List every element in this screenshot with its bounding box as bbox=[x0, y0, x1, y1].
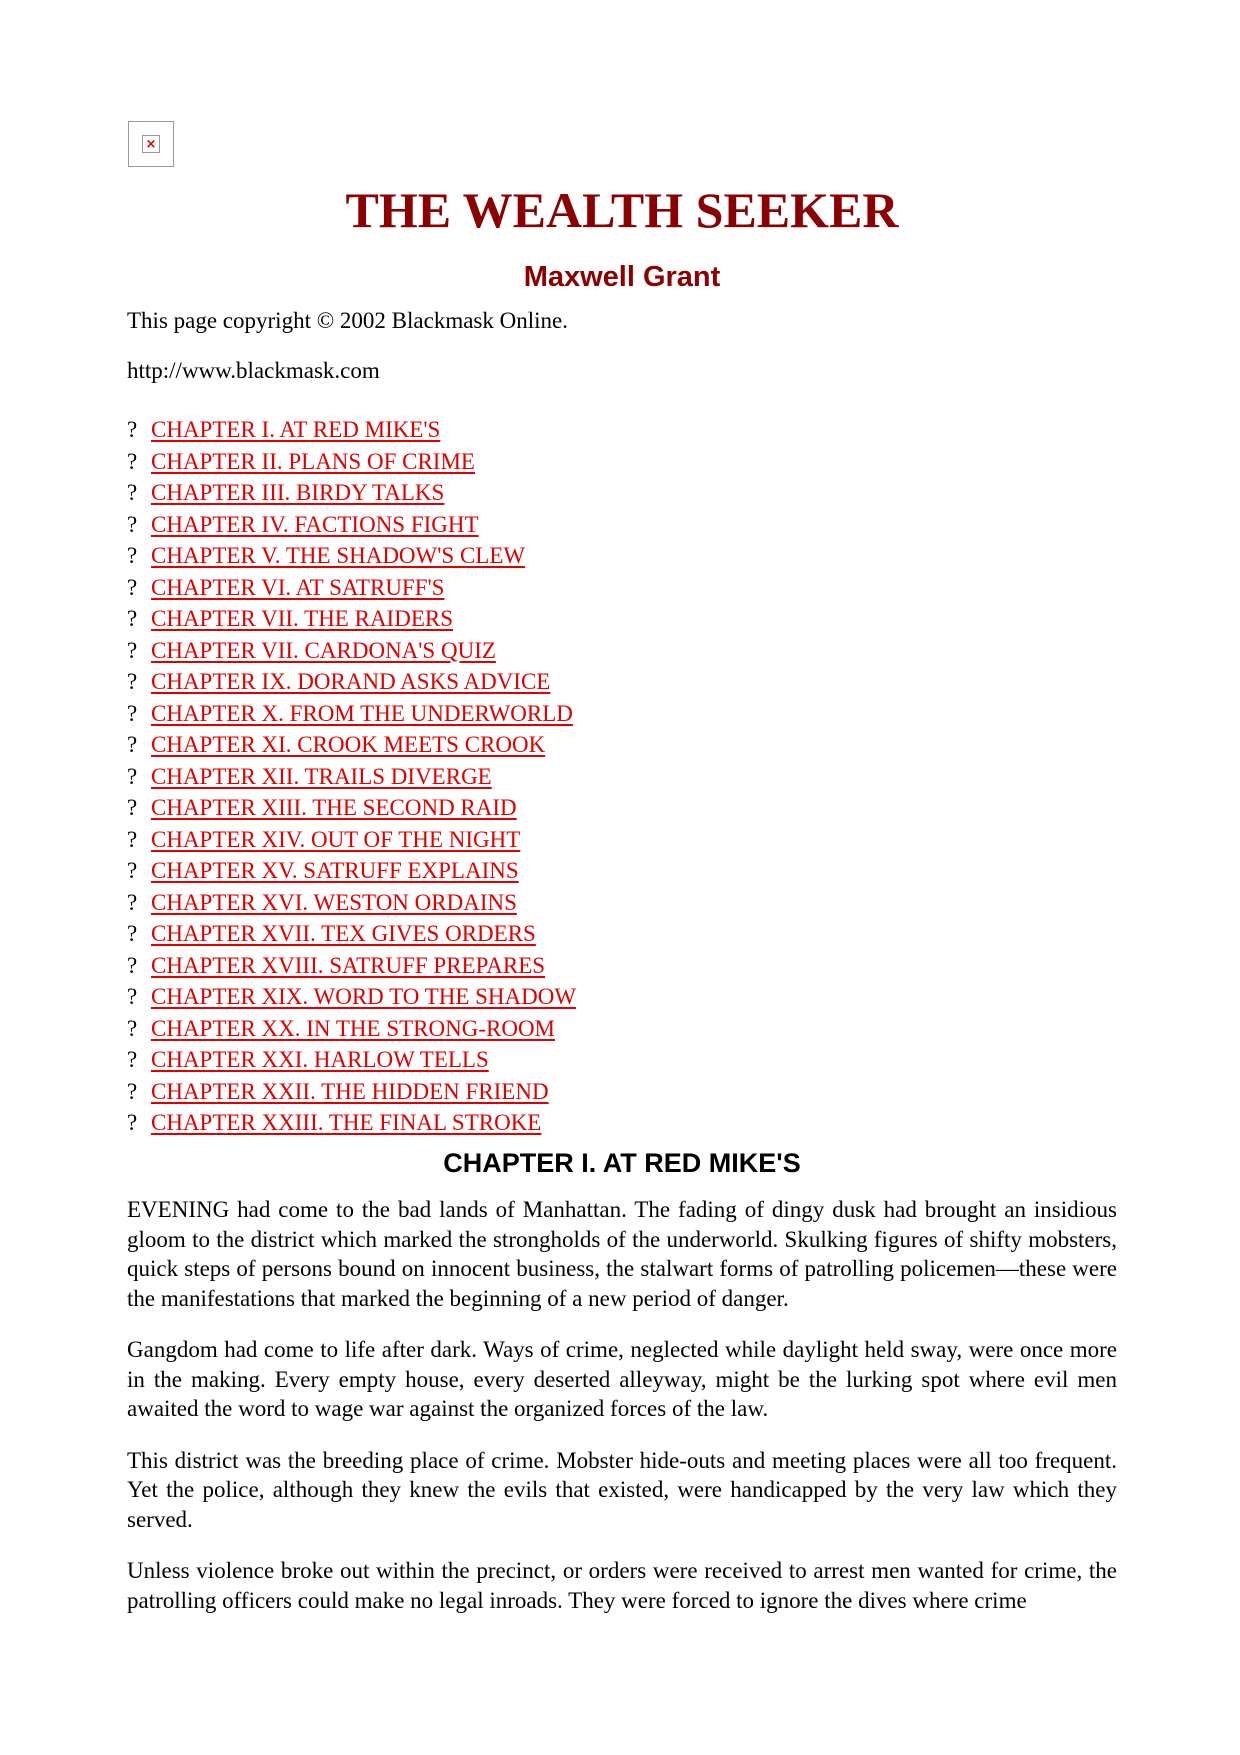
toc-link[interactable]: CHAPTER VI. AT SATRUFF'S bbox=[151, 574, 445, 600]
toc-link[interactable]: CHAPTER II. PLANS OF CRIME bbox=[151, 448, 475, 474]
copyright-notice: This page copyright © 2002 Blackmask Online. bbox=[127, 308, 568, 333]
toc-bullet: ? bbox=[127, 795, 138, 820]
toc-bullet: ? bbox=[127, 1110, 138, 1135]
source-url: http://www.blackmask.com bbox=[127, 358, 380, 383]
toc-bullet: ? bbox=[127, 669, 138, 694]
toc-link[interactable]: CHAPTER XXI. HARLOW TELLS bbox=[151, 1047, 489, 1072]
toc-item bbox=[127, 1014, 576, 1046]
toc-item bbox=[127, 667, 576, 699]
toc-item bbox=[127, 541, 576, 573]
table-of-contents bbox=[127, 415, 576, 1140]
toc-bullet: ? bbox=[127, 858, 138, 883]
toc-link[interactable]: CHAPTER XIII. THE SECOND RAID bbox=[151, 795, 517, 820]
toc-link[interactable]: CHAPTER IX. DORAND ASKS ADVICE bbox=[151, 669, 551, 694]
toc-item bbox=[127, 856, 576, 888]
body-paragraph: Gangdom had come to life after dark. Ways of crime, neglected while daylight held sway, were once more in the making. Every empty house, every deserted alleyway, might be the lurking spot where evil men awaited the word to wage war against the organized forces of the law. bbox=[127, 1337, 1117, 1421]
toc-item bbox=[127, 636, 576, 668]
broken-image-icon: × bbox=[142, 135, 160, 153]
toc-item bbox=[127, 982, 576, 1014]
book-author: Maxwell Grant bbox=[523, 261, 721, 293]
toc-item bbox=[127, 1045, 576, 1077]
toc-bullet: ? bbox=[127, 543, 138, 568]
toc-item bbox=[127, 699, 576, 731]
toc-bullet: ? bbox=[127, 448, 138, 474]
toc-item bbox=[127, 1108, 576, 1140]
toc-item bbox=[127, 415, 576, 447]
toc-bullet: ? bbox=[127, 574, 138, 600]
toc-bullet: ? bbox=[127, 1047, 138, 1072]
toc-link[interactable]: CHAPTER XV. SATRUFF EXPLAINS bbox=[151, 858, 519, 883]
toc-link[interactable]: CHAPTER XVI. WESTON ORDAINS bbox=[151, 889, 517, 915]
body-paragraph: Unless violence broke out within the precinct, or orders were received to arrest men wanted for crime, the patrolling officers could make no legal inroads. They were forced to ignore the dives where crime bbox=[127, 1558, 1117, 1613]
toc-link[interactable]: CHAPTER IV. FACTIONS FIGHT bbox=[151, 511, 479, 537]
chapter-heading: CHAPTER I. AT RED MIKE'S bbox=[443, 1148, 801, 1178]
toc-link[interactable]: CHAPTER X. FROM THE UNDERWORLD bbox=[151, 700, 573, 726]
toc-bullet: ? bbox=[127, 417, 138, 442]
toc-item bbox=[127, 762, 576, 794]
toc-link[interactable]: CHAPTER XI. CROOK MEETS CROOK bbox=[151, 732, 546, 757]
toc-link[interactable]: CHAPTER XVII. TEX GIVES ORDERS bbox=[151, 921, 536, 946]
toc-bullet: ? bbox=[127, 637, 138, 663]
toc-bullet: ? bbox=[127, 1015, 138, 1041]
broken-image-placeholder bbox=[128, 121, 174, 167]
toc-item bbox=[127, 573, 576, 605]
toc-bullet: ? bbox=[127, 1078, 138, 1104]
toc-bullet: ? bbox=[127, 700, 138, 726]
toc-link[interactable]: CHAPTER XII. TRAILS DIVERGE bbox=[151, 763, 492, 789]
toc-bullet: ? bbox=[127, 921, 138, 946]
toc-link[interactable]: CHAPTER XXII. THE HIDDEN FRIEND bbox=[151, 1078, 549, 1104]
toc-item bbox=[127, 888, 576, 920]
toc-link[interactable]: CHAPTER XIX. WORD TO THE SHADOW bbox=[151, 984, 577, 1009]
toc-item bbox=[127, 793, 576, 825]
toc-link[interactable]: CHAPTER XIV. OUT OF THE NIGHT bbox=[151, 826, 521, 852]
toc-link[interactable]: CHAPTER XXIII. THE FINAL STROKE bbox=[151, 1110, 542, 1135]
toc-item bbox=[127, 447, 576, 479]
toc-item bbox=[127, 825, 576, 857]
toc-bullet: ? bbox=[127, 606, 138, 631]
toc-bullet: ? bbox=[127, 826, 138, 852]
toc-bullet: ? bbox=[127, 984, 138, 1009]
toc-bullet: ? bbox=[127, 732, 138, 757]
toc-item bbox=[127, 510, 576, 542]
toc-item bbox=[127, 919, 576, 951]
chapter-body bbox=[127, 1195, 1117, 1637]
toc-bullet: ? bbox=[127, 763, 138, 789]
toc-bullet: ? bbox=[127, 952, 138, 978]
toc-link[interactable]: CHAPTER I. AT RED MIKE'S bbox=[151, 417, 441, 442]
toc-link[interactable]: CHAPTER VII. CARDONA'S QUIZ bbox=[151, 637, 496, 663]
toc-link[interactable]: CHAPTER XVIII. SATRUFF PREPARES bbox=[151, 952, 546, 978]
body-paragraph: EVENING had come to the bad lands of Manhattan. The fading of dingy dusk had brought an insidious gloom to the district which marked the strongholds of the underworld. Skulking figures of shifty mobsters, quick steps of persons bound on innocent business, the stalwart forms of patrolling policemen—these were the manifestations that marked the beginning of a new period of danger. bbox=[127, 1197, 1117, 1311]
toc-bullet: ? bbox=[127, 889, 138, 915]
toc-link[interactable]: CHAPTER III. BIRDY TALKS bbox=[151, 480, 445, 505]
toc-item bbox=[127, 951, 576, 983]
body-paragraph: This district was the breeding place of crime. Mobster hide-outs and meeting places were all too frequent. Yet the police, although they knew the evils that existed, were handicapped by the very law which they served. bbox=[127, 1447, 1117, 1532]
toc-item bbox=[127, 730, 576, 762]
toc-link[interactable]: CHAPTER XX. IN THE STRONG-ROOM bbox=[151, 1015, 556, 1041]
toc-link[interactable]: CHAPTER VII. THE RAIDERS bbox=[151, 606, 453, 631]
toc-link[interactable]: CHAPTER V. THE SHADOW'S CLEW bbox=[151, 543, 526, 568]
toc-bullet: ? bbox=[127, 511, 138, 537]
toc-item bbox=[127, 478, 576, 510]
toc-item bbox=[127, 1077, 576, 1109]
toc-item bbox=[127, 604, 576, 636]
book-title: THE WEALTH SEEKER bbox=[345, 182, 899, 238]
toc-bullet: ? bbox=[127, 480, 138, 505]
